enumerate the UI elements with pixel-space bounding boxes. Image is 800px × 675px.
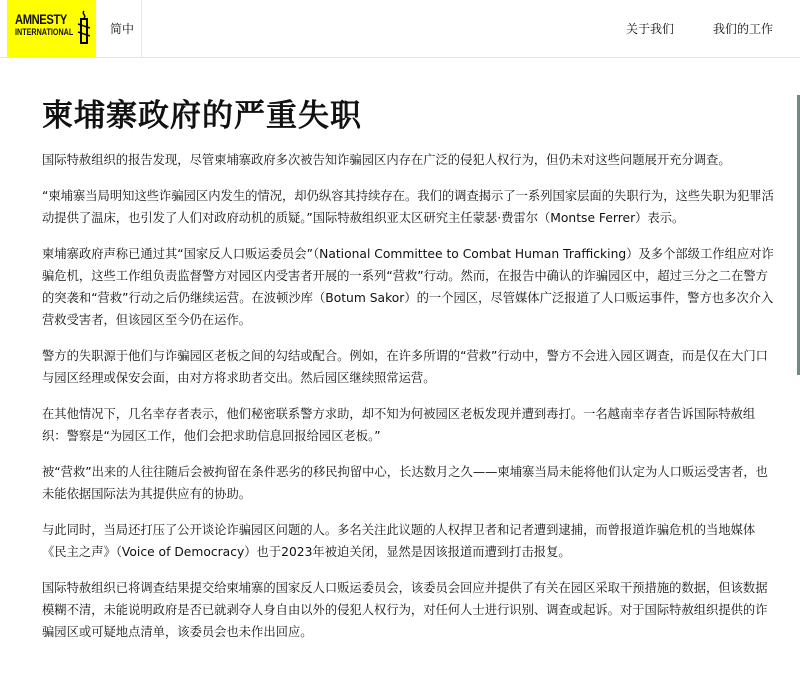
paragraph: “柬埔寨当局明知这些诈骗园区内发生的情况，却仍纵容其持续存在。我们的调查揭示了一系列国家层面的失职行为，这些失职为犯罪活动提供了温床，也引发了人们对政府动机的质疑。”国际特赦组织亚太区研究主任蒙瑟·费雷尔（Montse Ferrer）表示。 bbox=[42, 189, 774, 225]
nav-our-work[interactable]: 我们的工作 bbox=[713, 22, 774, 36]
article-title: 柬埔寨政府的严重失职 bbox=[42, 98, 362, 134]
article-body bbox=[42, 149, 777, 657]
paragraph: 与此同时，当局还打压了公开谈论诈骗园区问题的人。多名关注此议题的人权捍卫者和记者遭到逮捕，而曾报道诈骗危机的当地媒体《民主之声》（Voice of Democracy）也于2023年被迫关闭，显然是因该报道而遭到打击报复。 bbox=[42, 523, 756, 559]
paragraph: 柬埔寨政府声称已通过其“国家反人口贩运委员会”（National Committee to Combat Human Trafficking）及多个部级工作组应对诈骗危机，这些工作组负责监督警方对园区内受害者开展的一系列“营救”行动。然而，在报告中确认的诈骗园区中，超过三分之二在警方的突袭和“营救”行动之后仍继续运营。在波顿沙库（Botum Sakor）的一个园区，尽管媒体广泛报道了人口贩运事件，警方也多次介入营救受害者，但该园区至今仍在运作。 bbox=[42, 247, 774, 327]
nav-about-us[interactable]: 关于我们 bbox=[626, 22, 675, 36]
paragraph: 国际特赦组织已将调查结果提交给柬埔寨的国家反人口贩运委员会，该委员会回应并提供了有关在园区采取干预措施的数据，但该数据模糊不清，未能说明政府是否已就剥夺人身自由以外的侵犯人权行为，对任何人士进行识别、调查或起诉。对于国际特赦组织提供的诈骗园区或可疑地点清单，该委员会也未作出回应。 bbox=[42, 581, 768, 639]
candle-icon bbox=[77, 10, 91, 46]
paragraph: 国际特赦组织的报告发现，尽管柬埔寨政府多次被告知诈骗园区内存在广泛的侵犯人权行为，但仍未对这些问题展开充分调查。 bbox=[42, 153, 731, 167]
logo-line2: INTERNATIONAL bbox=[15, 27, 74, 37]
paragraph: 在其他情况下，几名幸存者表示，他们秘密联系警方求助，却不知为何被园区老板发现并遭到毒打。一名越南幸存者告诉国际特赦组织：警察是“为园区工作，他们会把求助信息回报给园区老板。” bbox=[42, 407, 756, 443]
paragraph: 被“营救”出来的人往往随后会被拘留在条件恶劣的移民拘留中心，长达数月之久——柬埔寨当局未能将他们认定为人口贩运受害者，也未能依据国际法为其提供应有的协助。 bbox=[42, 465, 768, 501]
logo-line1: AMNESTY bbox=[15, 11, 67, 27]
language-selector[interactable]: 简中 bbox=[96, 0, 142, 58]
paragraph: 警方的失职源于他们与诈骗园区老板之间的勾结或配合。例如，在许多所谓的“营救”行动中，警方不会进入园区调查，而是仅在大门口与园区经理或保安会面，由对方将求助者交出。然后园区继续照常运营。 bbox=[42, 349, 768, 385]
site-header bbox=[0, 0, 800, 58]
amnesty-logo[interactable] bbox=[7, 0, 96, 58]
